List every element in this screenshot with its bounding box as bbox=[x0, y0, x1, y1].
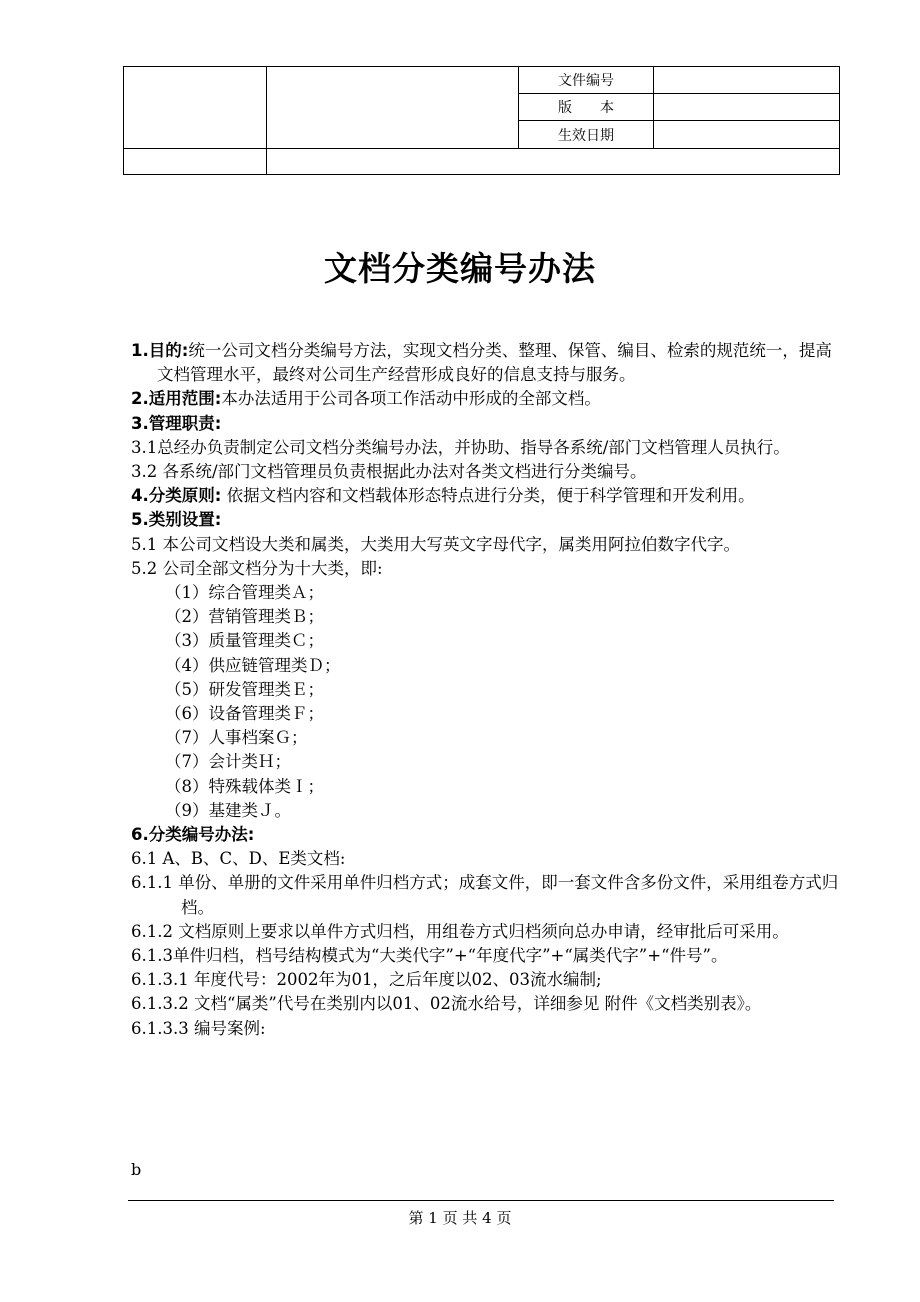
clause-6-1-2: 6.1.2 文档原则上要求以单件方式归档，用组卷方式归档须向总办申请，经审批后可采用。 bbox=[131, 921, 789, 941]
logo-cell bbox=[124, 67, 267, 149]
section-categories bbox=[131, 508, 843, 532]
company-cell bbox=[267, 67, 519, 149]
category-item: （5）研发管理类Ｅ； bbox=[165, 679, 324, 699]
section-numbering bbox=[131, 823, 843, 847]
version-value bbox=[654, 94, 840, 121]
document-body bbox=[131, 339, 843, 1041]
stray-text: b bbox=[131, 1160, 142, 1179]
section-label: 2.适用范围: bbox=[131, 389, 222, 409]
version-label: 版 本 bbox=[519, 94, 654, 121]
clause-6-1-3-3: 6.1.3.3 编号案例: bbox=[131, 1018, 266, 1038]
doc-number-value bbox=[654, 67, 840, 94]
doc-number-label: 文件编号 bbox=[519, 67, 654, 94]
section-principle bbox=[131, 484, 843, 508]
effective-date-value bbox=[654, 121, 840, 149]
section-label: 1.目的: bbox=[131, 341, 189, 360]
category-item: （4）供应链管理类Ｄ； bbox=[165, 655, 341, 675]
page-footer: 第 1 页 共 4 页 bbox=[408, 1209, 512, 1227]
footer-rule bbox=[128, 1200, 834, 1201]
category-item: （1）综合管理类Ａ； bbox=[165, 583, 324, 603]
clause-6-1-3: 6.1.3单件归档，档号结构模式为“大类代字”+“年度代字”+“属类代字”+“件号”。 bbox=[131, 946, 728, 966]
section-label: 4.分类原则: bbox=[131, 486, 222, 506]
section-text: 依据文档内容和文档载体形态特点进行分类，便于科学管理和开发利用。 bbox=[221, 486, 755, 506]
clause-5-2: 5.2 公司全部文档分为十大类，即: bbox=[131, 558, 383, 578]
section-label: 3.管理职责: bbox=[131, 413, 222, 433]
clause-5-1: 5.1 本公司文档设大类和属类，大类用大写英文字母代字，属类用阿拉伯数字代字。 bbox=[131, 534, 740, 554]
category-item: （7）会计类Ｈ； bbox=[165, 752, 291, 772]
clause-6-1-3-1: 6.1.3.1 年度代号：2002年为01，之后年度以02、03流水编制; bbox=[131, 970, 602, 990]
section-text: 统一公司文档分类编号方法，实现文档分类、整理、保管、编目、检索的规范统一，提高文档管理水平，最终对公司生产经营形成良好的信息支持与服务。 bbox=[157, 341, 832, 385]
header-blank-wide-cell bbox=[267, 149, 840, 175]
section-label: 5.类别设置: bbox=[131, 510, 222, 530]
header-blank-cell bbox=[124, 149, 267, 175]
clause-6-1-1: 6.1.1 单份、单册的文件采用单件归档方式；成套文件，即一套文件含多份文件，采用组卷方式归档。 bbox=[131, 873, 839, 917]
section-purpose bbox=[131, 339, 843, 387]
effective-date-label: 生效日期 bbox=[519, 121, 654, 149]
section-label: 6.分类编号办法: bbox=[131, 825, 255, 845]
category-item: （9）基建类Ｊ。 bbox=[165, 800, 291, 820]
clause-3-2: 3.2 各系统/部门文档管理员负责根据此办法对各类文档进行分类编号。 bbox=[131, 462, 647, 482]
category-item: （7）人事档案Ｇ； bbox=[165, 728, 308, 748]
category-item: （3）质量管理类Ｃ； bbox=[165, 631, 324, 651]
clause-6-1-3-2: 6.1.3.2 文档“属类”代号在类别内以01、02流水给号，详细参见 附件《文档类别表》。 bbox=[131, 994, 762, 1014]
document-header-table bbox=[123, 66, 840, 175]
document-title: 文档分类编号办法 bbox=[324, 249, 596, 288]
section-text: 本办法适用于公司各项工作活动中形成的全部文档。 bbox=[221, 389, 601, 409]
clause-6-1: 6.1 A、B、C、D、E类文档: bbox=[131, 849, 346, 869]
section-responsibility bbox=[131, 412, 843, 436]
category-item: （8）特殊载体类Ｉ； bbox=[165, 776, 324, 796]
category-item: （2）营销管理类Ｂ； bbox=[165, 607, 324, 627]
category-item: （6）设备管理类Ｆ； bbox=[165, 704, 324, 724]
section-scope bbox=[131, 387, 843, 411]
clause-3-1: 3.1总经办负责制定公司文档分类编号办法，并协助、指导各系统/部门文档管理人员执行。 bbox=[131, 437, 790, 457]
